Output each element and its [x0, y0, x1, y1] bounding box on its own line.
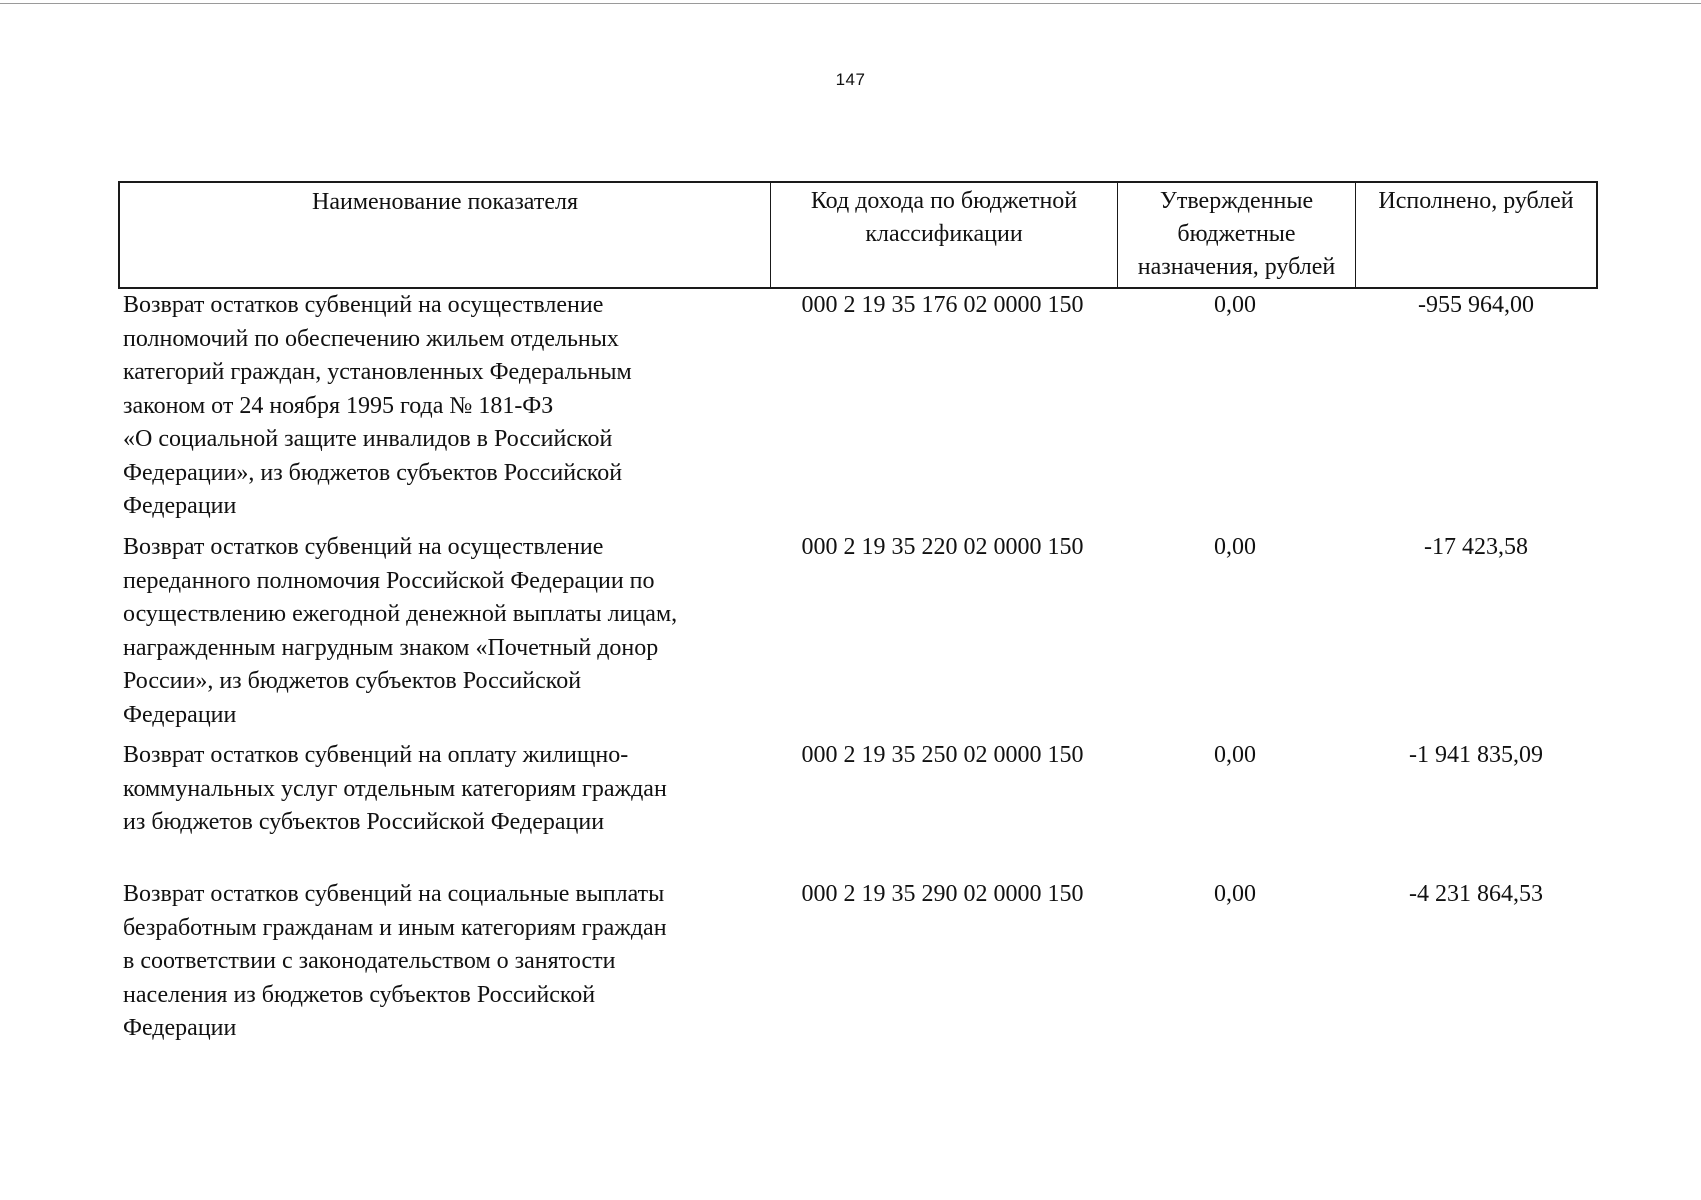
row-name: Возврат остатков субвенций на социальные выплаты безработным гражданам и иным категориям граждан в соответствии с законодательством о занятости населения из бюджетов субъектов Российской Федерации — [123, 881, 667, 1041]
row-approved: 0,00 — [1214, 742, 1256, 768]
table-row — [118, 739, 1598, 878]
row-code: 000 2 19 35 250 02 0000 150 — [801, 742, 1084, 768]
row-executed: -1 941 835,09 — [1409, 742, 1543, 768]
row-name: Возврат остатков субвенций на осуществление переданного полномочия Российской Федерации по осуществлению ежегодной денежной выплаты лицам, награжденным нагрудным знаком «Почетный донор России», из бюджетов субъектов Российской Федерации — [123, 534, 678, 728]
header-approved: Утвержденные бюджетные назначения, рублей — [1118, 183, 1356, 287]
row-executed: -4 231 864,53 — [1409, 881, 1543, 907]
row-code: 000 2 19 35 290 02 0000 150 — [801, 881, 1084, 907]
row-code: 000 2 19 35 176 02 0000 150 — [801, 292, 1084, 318]
page-number: 147 — [835, 70, 866, 89]
row-approved: 0,00 — [1214, 292, 1256, 318]
row-name: Возврат остатков субвенций на осуществление полномочий по обеспечению жильем отдельных категорий граждан, установленных Федеральным законом от 24 ноября 1995 года № 181-ФЗ «О социальной защите инвалидов в Российской Федерации», из бюджетов субъектов Российской Федерации — [123, 292, 632, 519]
table-row — [118, 531, 1598, 739]
row-approved: 0,00 — [1214, 881, 1256, 907]
table-row — [118, 878, 1598, 1078]
header-code: Код дохода по бюджетной классификации — [771, 183, 1118, 287]
row-name: Возврат остатков субвенций на оплату жилищно- коммунальных услуг отдельным категориям граждан из бюджетов субъектов Российской Федерации — [123, 742, 667, 835]
row-executed: -955 964,00 — [1418, 292, 1534, 318]
header-executed: Исполнено, рублей — [1378, 188, 1574, 214]
scan-top-edge — [0, 3, 1701, 4]
table-row — [118, 289, 1598, 531]
header-name: Наименование показателя — [120, 183, 771, 287]
row-executed: -17 423,58 — [1424, 534, 1528, 560]
row-code: 000 2 19 35 220 02 0000 150 — [801, 534, 1084, 560]
row-approved: 0,00 — [1214, 534, 1256, 560]
table-header — [118, 181, 1598, 289]
table-body — [118, 289, 1598, 1078]
